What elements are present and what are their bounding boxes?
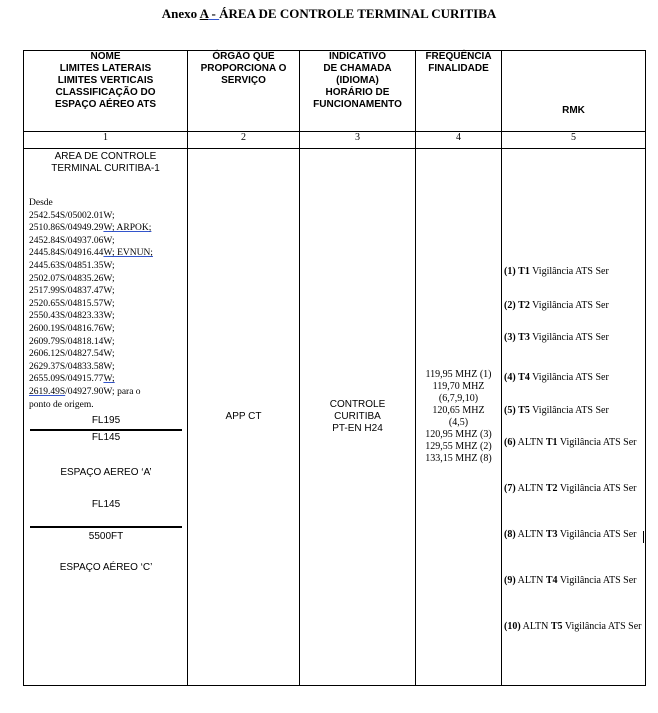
document-title	[0, 6, 658, 22]
coord-0: 2542.54S/05002.01W;	[29, 210, 115, 221]
coord-5: 2502.07S/04835.26W;	[29, 273, 115, 284]
orgao-cell	[188, 149, 300, 686]
coord-3: 2445.84S/04916.44W; EVNUN;	[29, 248, 153, 259]
fl-upper-c: FL145	[91, 499, 121, 510]
body-row	[24, 149, 646, 686]
limit-rule-2	[30, 526, 182, 528]
rmk-item: (9) ALTN T4 Vigilância ATS Ser	[504, 575, 637, 586]
coord-12: 2629.37S/04833.58W;	[29, 361, 115, 372]
rmk-item: (5) T5 Vigilância ATS Ser	[504, 405, 609, 416]
col-number-4: 4	[416, 132, 502, 149]
espaco-c-label: ESPAÇO AÉREO ‘C’	[59, 562, 153, 573]
coord-10: 2609.79S/04818.14W;	[29, 336, 115, 347]
header-col4: FREQÜÊNCIA FINALIDADE	[416, 51, 502, 132]
col-number-5: 5	[502, 132, 646, 149]
title-annex-letter: A	[199, 6, 209, 21]
fl-lower-a: FL145	[91, 432, 121, 443]
limits-cell	[24, 149, 188, 686]
limit-rule-1	[30, 429, 182, 431]
coordinate-list	[24, 197, 187, 411]
frequency-cell	[416, 149, 502, 686]
rmk-item: (10) ALTN T5 Vigilância ATS Ser	[504, 621, 642, 632]
coord-9: 2600.19S/04816.76W;	[29, 323, 115, 334]
header-col5: RMK	[502, 51, 646, 132]
coord-8: 2550.43S/04823.33W;	[29, 311, 115, 322]
col-number-1: 1	[24, 132, 188, 149]
title-prefix: Anexo	[161, 6, 200, 21]
column-number-row	[24, 132, 646, 149]
title-main: ÁREA DE CONTROLE TERMINAL CURITIBA	[219, 6, 497, 21]
coord-14: 2619.49S/04927.90W; para o	[29, 386, 141, 397]
rmk-item: (7) ALTN T2 Vigilância ATS Ser	[504, 483, 637, 494]
frequency-list: 119,95 MHZ (1) 119,70 MHZ (6,7,9,10) 120,65 MHZ (4,5) 120,95 MHZ (3) 129,55 MHZ (2) 133,15 MHZ (8)	[425, 369, 492, 464]
coord-1: 2510.86S/04949.29W; ARPOK;	[29, 223, 152, 234]
coord-6: 2517.99S/04837.47W;	[29, 286, 115, 297]
fl-upper-a: FL195	[91, 415, 121, 426]
header-col3: INDICATIVO DE CHAMADA (IDIOMA) HORÁRIO DE FUNCIONAMENTO	[300, 51, 416, 132]
header-row	[24, 51, 646, 132]
orgao-value: APP CT	[225, 411, 262, 422]
coord-2: 2452.84S/04937.06W;	[29, 235, 115, 246]
rmk-item: (3) T3 Vigilância ATS Ser	[504, 332, 609, 343]
desde-label: Desde	[29, 198, 53, 208]
header-col1: NOME LIMITES LATERAIS LIMITES VERTICAIS CLASSIFICAÇÃO DO ESPAÇO AÉREO ATS	[24, 51, 188, 132]
title-dash: -	[208, 6, 220, 21]
rmk-cell	[502, 149, 646, 686]
coord-11: 2606.12S/04827.54W;	[29, 349, 115, 360]
rmk-list	[502, 149, 645, 685]
rmk-item: (6) ALTN T1 Vigilância ATS Ser	[504, 437, 637, 448]
ft-lower-c: 5500FT	[88, 531, 124, 542]
callsign-cell	[300, 149, 416, 686]
origin-tail: ponto de origem.	[29, 399, 94, 410]
coord-4: 2445.63S/04851.35W;	[29, 260, 115, 271]
col-number-3: 3	[300, 132, 416, 149]
rmk-item: (2) T2 Vigilância ATS Ser	[504, 300, 609, 311]
callsign-value: CONTROLE CURITIBA PT-EN H24	[329, 399, 386, 434]
rmk-item: (8) ALTN T3 Vigilância ATS Ser	[504, 529, 637, 540]
coord-13: 2655.09S/04915.77W;	[29, 374, 115, 385]
airspace-table	[23, 50, 646, 686]
rmk-item: (4) T4 Vigilância ATS Ser	[504, 372, 609, 383]
rmk-item: (1) T1 Vigilância ATS Ser	[504, 266, 609, 277]
header-col2: ÓRGÃO QUE PROPORCIONA O SERVIÇO	[188, 51, 300, 132]
margin-mark	[643, 531, 644, 543]
espaco-a-label: ESPAÇO AEREO ‘A’	[60, 467, 152, 478]
col-number-2: 2	[188, 132, 300, 149]
coord-7: 2520.65S/04815.57W;	[29, 298, 115, 309]
area-name: AREA DE CONTROLE TERMINAL CURITIBA-1	[51, 151, 160, 174]
